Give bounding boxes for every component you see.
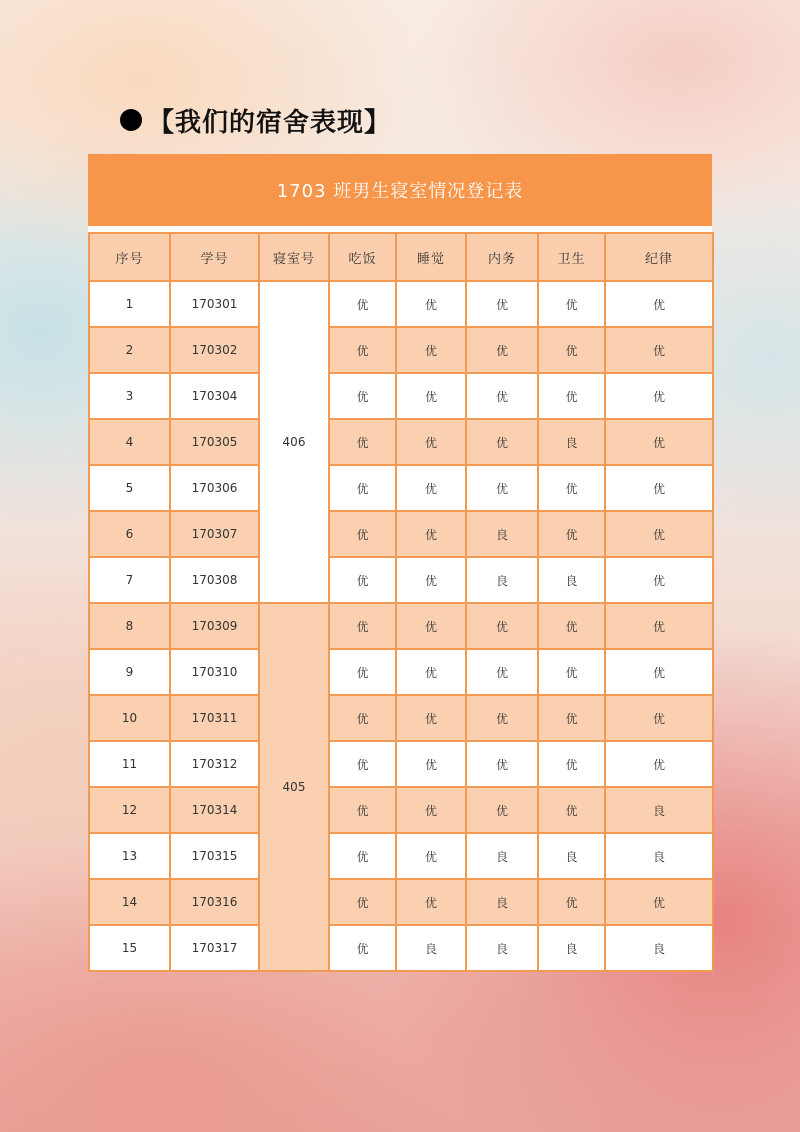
table-row: [89, 557, 713, 603]
cell-no: 9: [89, 649, 170, 695]
table-row: [89, 465, 713, 511]
table-row: [89, 603, 713, 649]
cell-student-id: 170304: [170, 373, 259, 419]
cell-discipline: 良: [605, 787, 713, 833]
cell-student-id: 170316: [170, 879, 259, 925]
cell-student-id: 170308: [170, 557, 259, 603]
cell-eating: 优: [329, 281, 396, 327]
cell-sleeping: 优: [396, 741, 466, 787]
table-row: [89, 695, 713, 741]
cell-housework: 优: [466, 603, 538, 649]
cell-sleeping: 优: [396, 281, 466, 327]
table-title: 1703 班男生寝室情况登记表: [276, 181, 524, 202]
cell-sleeping: 优: [396, 649, 466, 695]
cell-no: 4: [89, 419, 170, 465]
cell-housework: 良: [466, 879, 538, 925]
dorm-record-table: [88, 232, 714, 972]
cell-discipline: 优: [605, 741, 713, 787]
table-row: [89, 741, 713, 787]
table-row: [89, 373, 713, 419]
cell-eating: 优: [329, 787, 396, 833]
cell-housework: 优: [466, 419, 538, 465]
cell-hygiene: 优: [538, 465, 605, 511]
header-cell-sleeping: 睡觉: [396, 233, 466, 281]
cell-student-id: 170301: [170, 281, 259, 327]
cell-housework: 优: [466, 465, 538, 511]
cell-eating: 优: [329, 925, 396, 971]
table-header-row: [89, 233, 713, 281]
cell-discipline: 优: [605, 511, 713, 557]
cell-student-id: 170302: [170, 327, 259, 373]
cell-hygiene: 优: [538, 511, 605, 557]
cell-sleeping: 优: [396, 879, 466, 925]
cell-student-id: 170311: [170, 695, 259, 741]
cell-student-id: 170306: [170, 465, 259, 511]
cell-hygiene: 良: [538, 419, 605, 465]
header-cell-eating: 吃饭: [329, 233, 396, 281]
cell-no: 5: [89, 465, 170, 511]
cell-student-id: 170315: [170, 833, 259, 879]
cell-sleeping: 优: [396, 511, 466, 557]
cell-discipline: 良: [605, 833, 713, 879]
cell-hygiene: 优: [538, 603, 605, 649]
cell-sleeping: 优: [396, 465, 466, 511]
cell-sleeping: 优: [396, 373, 466, 419]
header-cell-no: 序号: [89, 233, 170, 281]
cell-eating: 优: [329, 465, 396, 511]
cell-eating: 优: [329, 741, 396, 787]
cell-no: 14: [89, 879, 170, 925]
cell-no: 3: [89, 373, 170, 419]
table-row: [89, 649, 713, 695]
cell-sleeping: 良: [396, 925, 466, 971]
cell-no: 7: [89, 557, 170, 603]
header-cell-student-id: 学号: [170, 233, 259, 281]
cell-no: 12: [89, 787, 170, 833]
cell-housework: 优: [466, 695, 538, 741]
table-body: [89, 281, 713, 971]
cell-housework: 良: [466, 557, 538, 603]
cell-room-number: 406: [259, 281, 329, 603]
cell-eating: 优: [329, 695, 396, 741]
cell-hygiene: 优: [538, 649, 605, 695]
cell-no: 11: [89, 741, 170, 787]
cell-housework: 优: [466, 649, 538, 695]
cell-sleeping: 优: [396, 695, 466, 741]
cell-sleeping: 优: [396, 327, 466, 373]
cell-discipline: 良: [605, 925, 713, 971]
cell-eating: 优: [329, 603, 396, 649]
cell-housework: 优: [466, 327, 538, 373]
cell-no: 1: [89, 281, 170, 327]
cell-hygiene: 优: [538, 879, 605, 925]
cell-housework: 良: [466, 511, 538, 557]
cell-no: 6: [89, 511, 170, 557]
table-row: [89, 925, 713, 971]
cell-hygiene: 优: [538, 281, 605, 327]
table-title-banner: [88, 154, 712, 226]
cell-student-id: 170307: [170, 511, 259, 557]
cell-sleeping: 优: [396, 557, 466, 603]
cell-sleeping: 优: [396, 787, 466, 833]
cell-discipline: 优: [605, 557, 713, 603]
cell-hygiene: 良: [538, 925, 605, 971]
cell-hygiene: 良: [538, 833, 605, 879]
cell-discipline: 优: [605, 373, 713, 419]
cell-housework: 良: [466, 833, 538, 879]
cell-eating: 优: [329, 833, 396, 879]
header-cell-room: 寝室号: [259, 233, 329, 281]
cell-hygiene: 优: [538, 741, 605, 787]
cell-eating: 优: [329, 879, 396, 925]
cell-discipline: 优: [605, 327, 713, 373]
cell-student-id: 170310: [170, 649, 259, 695]
cell-no: 10: [89, 695, 170, 741]
table-row: [89, 419, 713, 465]
cell-eating: 优: [329, 419, 396, 465]
cell-hygiene: 优: [538, 787, 605, 833]
cell-discipline: 优: [605, 695, 713, 741]
cell-eating: 优: [329, 557, 396, 603]
section-heading-text: 【我们的宿舍表现】: [148, 107, 392, 138]
cell-housework: 优: [466, 281, 538, 327]
cell-hygiene: 良: [538, 557, 605, 603]
cell-discipline: 优: [605, 281, 713, 327]
cell-discipline: 优: [605, 603, 713, 649]
cell-no: 15: [89, 925, 170, 971]
cell-discipline: 优: [605, 879, 713, 925]
header-cell-housework: 内务: [466, 233, 538, 281]
cell-discipline: 优: [605, 419, 713, 465]
cell-student-id: 170305: [170, 419, 259, 465]
cell-eating: 优: [329, 373, 396, 419]
cell-eating: 优: [329, 511, 396, 557]
cell-hygiene: 优: [538, 327, 605, 373]
cell-housework: 优: [466, 787, 538, 833]
cell-no: 13: [89, 833, 170, 879]
cell-hygiene: 优: [538, 695, 605, 741]
table-row: [89, 879, 713, 925]
cell-no: 8: [89, 603, 170, 649]
cell-sleeping: 优: [396, 833, 466, 879]
cell-student-id: 170317: [170, 925, 259, 971]
table-row: [89, 511, 713, 557]
cell-sleeping: 优: [396, 603, 466, 649]
cell-discipline: 优: [605, 465, 713, 511]
header-cell-discipline: 纪律: [605, 233, 713, 281]
cell-housework: 优: [466, 373, 538, 419]
cell-hygiene: 优: [538, 373, 605, 419]
cell-student-id: 170312: [170, 741, 259, 787]
cell-discipline: 优: [605, 649, 713, 695]
cell-room-number: 405: [259, 603, 329, 971]
cell-eating: 优: [329, 649, 396, 695]
cell-housework: 优: [466, 741, 538, 787]
cell-sleeping: 优: [396, 419, 466, 465]
section-heading: [120, 98, 391, 142]
table-row: [89, 787, 713, 833]
cell-student-id: 170309: [170, 603, 259, 649]
cell-student-id: 170314: [170, 787, 259, 833]
dorm-record-table-container: [88, 154, 712, 972]
table-row: [89, 833, 713, 879]
bullet-dot-icon: [120, 109, 142, 131]
banner-divider: [88, 226, 712, 232]
table-row: [89, 327, 713, 373]
cell-eating: 优: [329, 327, 396, 373]
cell-housework: 良: [466, 925, 538, 971]
table-row: [89, 281, 713, 327]
header-cell-hygiene: 卫生: [538, 233, 605, 281]
cell-no: 2: [89, 327, 170, 373]
